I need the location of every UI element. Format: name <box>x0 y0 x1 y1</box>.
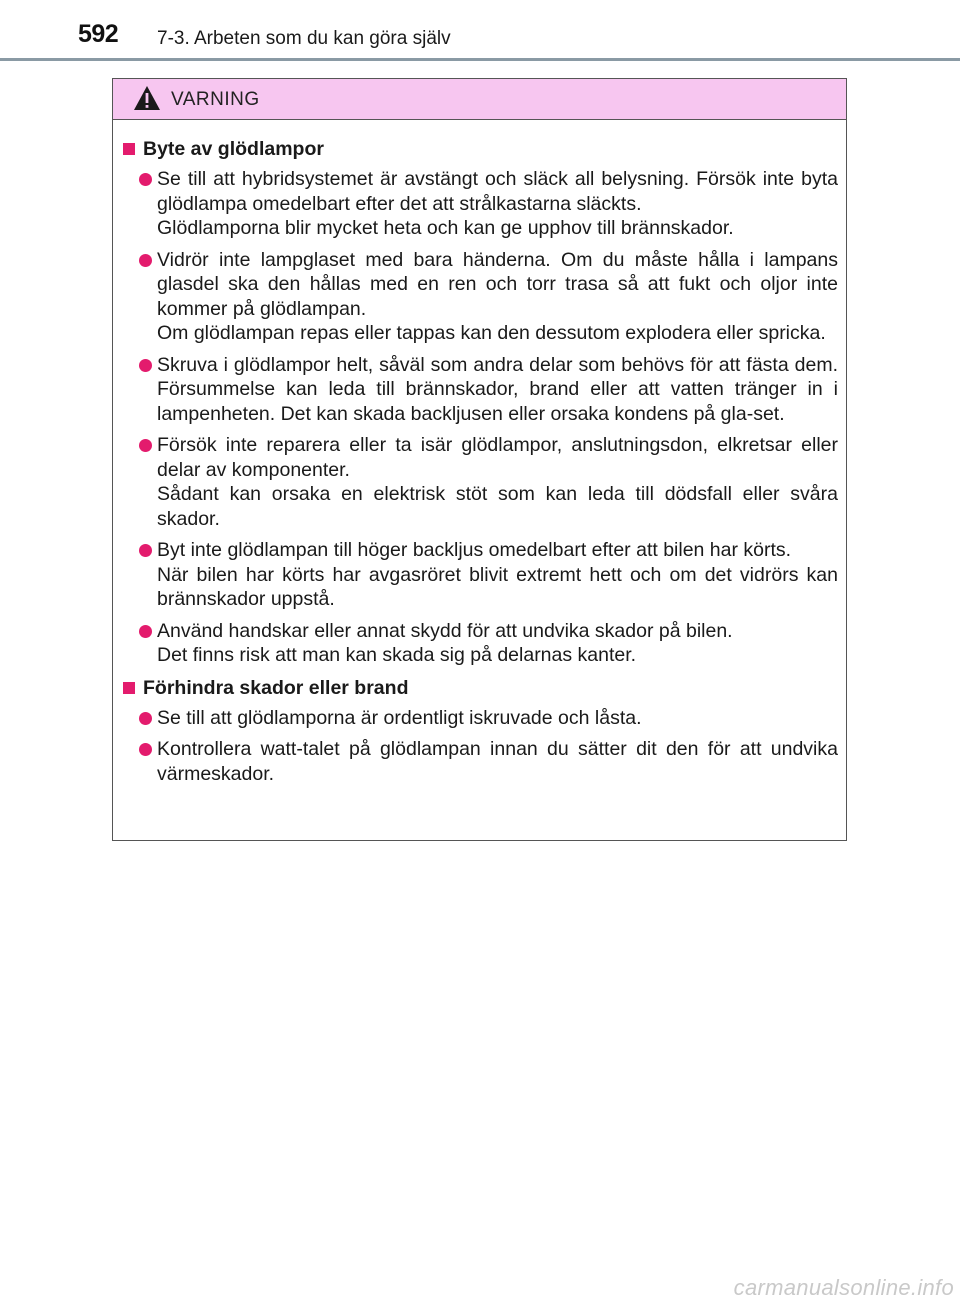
bullet-text: Byt inte glödlampan till höger backljus omedelbart efter att bilen har körts. <box>157 539 792 561</box>
list-item <box>123 353 838 427</box>
bullet-dot-icon <box>139 173 152 186</box>
bullet-text: Se till att hybridsystemet är avstängt och släck all belysning. Försök inte byta glödlampa omedelbart efter det att strålkastarna släckts. <box>157 168 838 215</box>
section-square-icon <box>123 682 135 694</box>
warning-body <box>113 120 846 786</box>
bullet-text: Använd handskar eller annat skydd för att undvika skador på bilen. <box>157 619 733 642</box>
bullet-dot-icon <box>139 439 152 452</box>
bullet-text: När bilen har körts har avgasröret blivit extremt hett och om det vidrörs kan brännskador uppstå. <box>157 563 838 610</box>
bullet-text: Se till att glödlamporna är ordentligt iskruvade och låsta. <box>157 706 642 729</box>
section-title: 7-3. Arbeten som du kan göra själv <box>157 28 451 49</box>
bullet-text: Glödlamporna blir mycket heta och kan ge upphov till brännskador. <box>157 217 734 239</box>
watermark: carmanualsonline.info <box>733 1275 954 1300</box>
bullet-text: Det finns risk att man kan skada sig på delarnas kanter. <box>157 644 637 666</box>
list-item <box>123 619 838 668</box>
section-square-icon <box>123 143 135 155</box>
warning-triangle-icon <box>133 85 161 111</box>
section-heading-text: Byte av glödlampor <box>143 138 324 160</box>
list-item <box>123 248 838 346</box>
warning-header <box>113 79 846 120</box>
bullet-dot-icon <box>139 254 152 267</box>
list-item <box>123 737 838 786</box>
list-item <box>123 706 838 731</box>
page-number: 592 <box>78 20 119 48</box>
warning-label: VARNING <box>171 89 260 110</box>
list-item <box>123 167 838 241</box>
bullet-text: Kontrollera watt-talet på glödlampan innan du sätter dit den för att undvika värmeskador. <box>157 738 838 785</box>
header-rule <box>0 58 960 61</box>
section-heading-text: Förhindra skador eller brand <box>143 676 409 699</box>
section-heading-bulb-replacement <box>123 136 838 162</box>
bullet-text: Försök inte reparera eller ta isär glödlampor, anslutningsdon, elkretsar eller delar av komponenter. <box>157 434 838 481</box>
list-item <box>123 538 838 612</box>
bullet-text: Sådant kan orsaka en elektrisk stöt som kan leda till dödsfall eller svåra skador. <box>157 483 838 530</box>
bullet-dot-icon <box>139 743 152 756</box>
warning-box <box>112 78 847 841</box>
bullet-dot-icon <box>139 544 152 557</box>
bullet-dot-icon <box>139 359 152 372</box>
bullet-dot-icon <box>139 625 152 638</box>
page-header <box>0 0 960 64</box>
bullet-dot-icon <box>139 712 152 725</box>
bullet-text: Om glödlampan repas eller tappas kan den dessutom explodera eller spricka. <box>157 322 826 344</box>
list-item <box>123 433 838 531</box>
bullet-text: Skruva i glödlampor helt, såväl som andra delar som behövs för att fästa dem. Försummelse kan leda till brännskador, brand eller att vatten tränger in i lampenheten. Det kan skada backljusen eller orsaka kondens på gla-set. <box>157 353 838 425</box>
section-heading-prevent-damage <box>123 675 838 701</box>
bullet-text: Vidrör inte lampglaset med bara händerna. Om du måste hålla i lampans glasdel ska den hållas med en ren och torr trasa så att fukt och oljor inte kommer på glödlampan. <box>157 248 838 320</box>
